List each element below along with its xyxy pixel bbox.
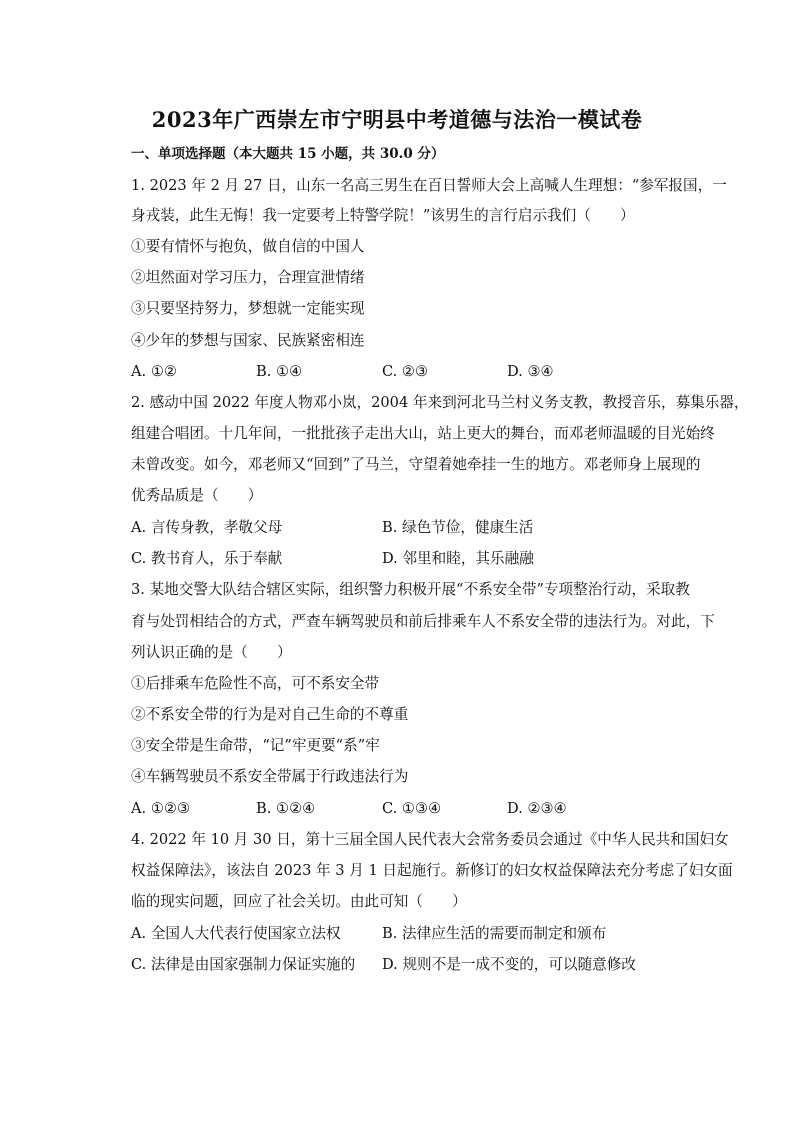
question-2-line-2: 组建合唱团。十几年间，一批批孩子走出大山，站上更大的舞台，而邓老师温暖的目光始终 xyxy=(131,425,715,442)
question-3-option-c: C. ①③④ xyxy=(382,800,442,817)
question-2-option-c: C. 教书育人，乐于奉献 xyxy=(131,550,283,567)
question-1-line-1: 1. 2023 年 2 月 27 日，山东一名高三男生在百日誓师大会上高喊人生理想：“参军报国，一 xyxy=(131,177,727,194)
question-1-line-2: 身戎装，此生无悔！我一定要考上特警学院！”该男生的言行启示我们（ ） xyxy=(131,207,635,224)
question-2-option-b: B. 绿色节俭，健康生活 xyxy=(382,519,534,536)
question-4-line-2: 权益保障法》，该法自 2023 年 3 月 1 日起施行。新修订的妇女权益保障法充分考虑了妇女面 xyxy=(131,862,733,879)
question-3-line-1: 3. 某地交警大队结合辖区实际，组织警力积极开展“不系安全带”专项整治行动，采取教 xyxy=(131,581,690,598)
question-3-option-b: B. ①②④ xyxy=(256,800,316,817)
question-2-option-d: D. 邻里和睦，其乐融融 xyxy=(382,550,534,567)
question-3-line-2: 育与处罚相结合的方式，严查车辆驾驶员和前后排乘车人不系安全带的违法行为。对此，下 xyxy=(131,613,715,630)
question-3-item-3: ③安全带是生命带，“记”牢更要“系”牢 xyxy=(131,737,380,754)
question-1-item-3: ③只要坚持努力，梦想就一定能实现 xyxy=(131,300,365,317)
question-1-item-1: ①要有情怀与抱负，做自信的中国人 xyxy=(131,238,365,255)
question-1-option-b: B. ①④ xyxy=(256,363,303,380)
page-title: 2023年广西崇左市宁明县中考道德与法治一模试卷 xyxy=(151,107,643,132)
question-2-line-3: 未曾改变。如今，邓老师又“回到”了马兰，守望着她牵挂一生的地方。邓老师身上展现的 xyxy=(131,456,701,473)
question-3-item-4: ④车辆驾驶员不系安全带属于行政违法行为 xyxy=(131,768,409,785)
question-4-line-1: 4. 2022 年 10 月 30 日，第十三届全国人民代表大会常务委员会通过《中华人民共和国妇女 xyxy=(131,831,729,848)
question-2-option-a: A. 言传身教，孝敬父母 xyxy=(131,519,283,536)
question-3-item-1: ①后排乘车危险性不高，可不系安全带 xyxy=(131,675,380,692)
question-1-option-c: C. ②③ xyxy=(382,363,429,380)
question-3-line-3: 列认识正确的是（ ） xyxy=(131,644,292,661)
question-1-option-a: A. ①② xyxy=(131,363,177,380)
question-3-option-a: A. ①②③ xyxy=(131,800,191,817)
question-4-option-d: D. 规则不是一成不变的，可以随意修改 xyxy=(382,956,636,973)
question-1-item-2: ②坦然面对学习压力，合理宣泄情绪 xyxy=(131,269,365,286)
question-2-line-1: 2. 感动中国 2022 年度人物邓小岚，2004 年来到河北马兰村义务支教，教授音乐，募集乐器， xyxy=(131,394,749,411)
question-4-option-c: C. 法律是由国家强制力保证实施的 xyxy=(131,956,356,973)
question-4-option-b: B. 法律应生活的需要而制定和颁布 xyxy=(382,925,607,942)
question-3-option-d: D. ②③④ xyxy=(507,800,567,817)
section-heading: 一、单项选择题（本大题共 15 小题，共 30.0 分） xyxy=(131,146,445,162)
question-1-option-d: D. ③④ xyxy=(507,363,554,380)
question-1-item-4: ④少年的梦想与国家、民族紧密相连 xyxy=(131,332,365,349)
question-2-line-4: 优秀品质是（ ） xyxy=(131,487,263,504)
question-3-item-2: ②不系安全带的行为是对自己生命的不尊重 xyxy=(131,706,409,723)
question-4-option-a: A. 全国人大代表行使国家立法权 xyxy=(131,925,341,942)
question-4-line-3: 临的现实问题，回应了社会关切。由此可知（ ） xyxy=(131,893,467,910)
